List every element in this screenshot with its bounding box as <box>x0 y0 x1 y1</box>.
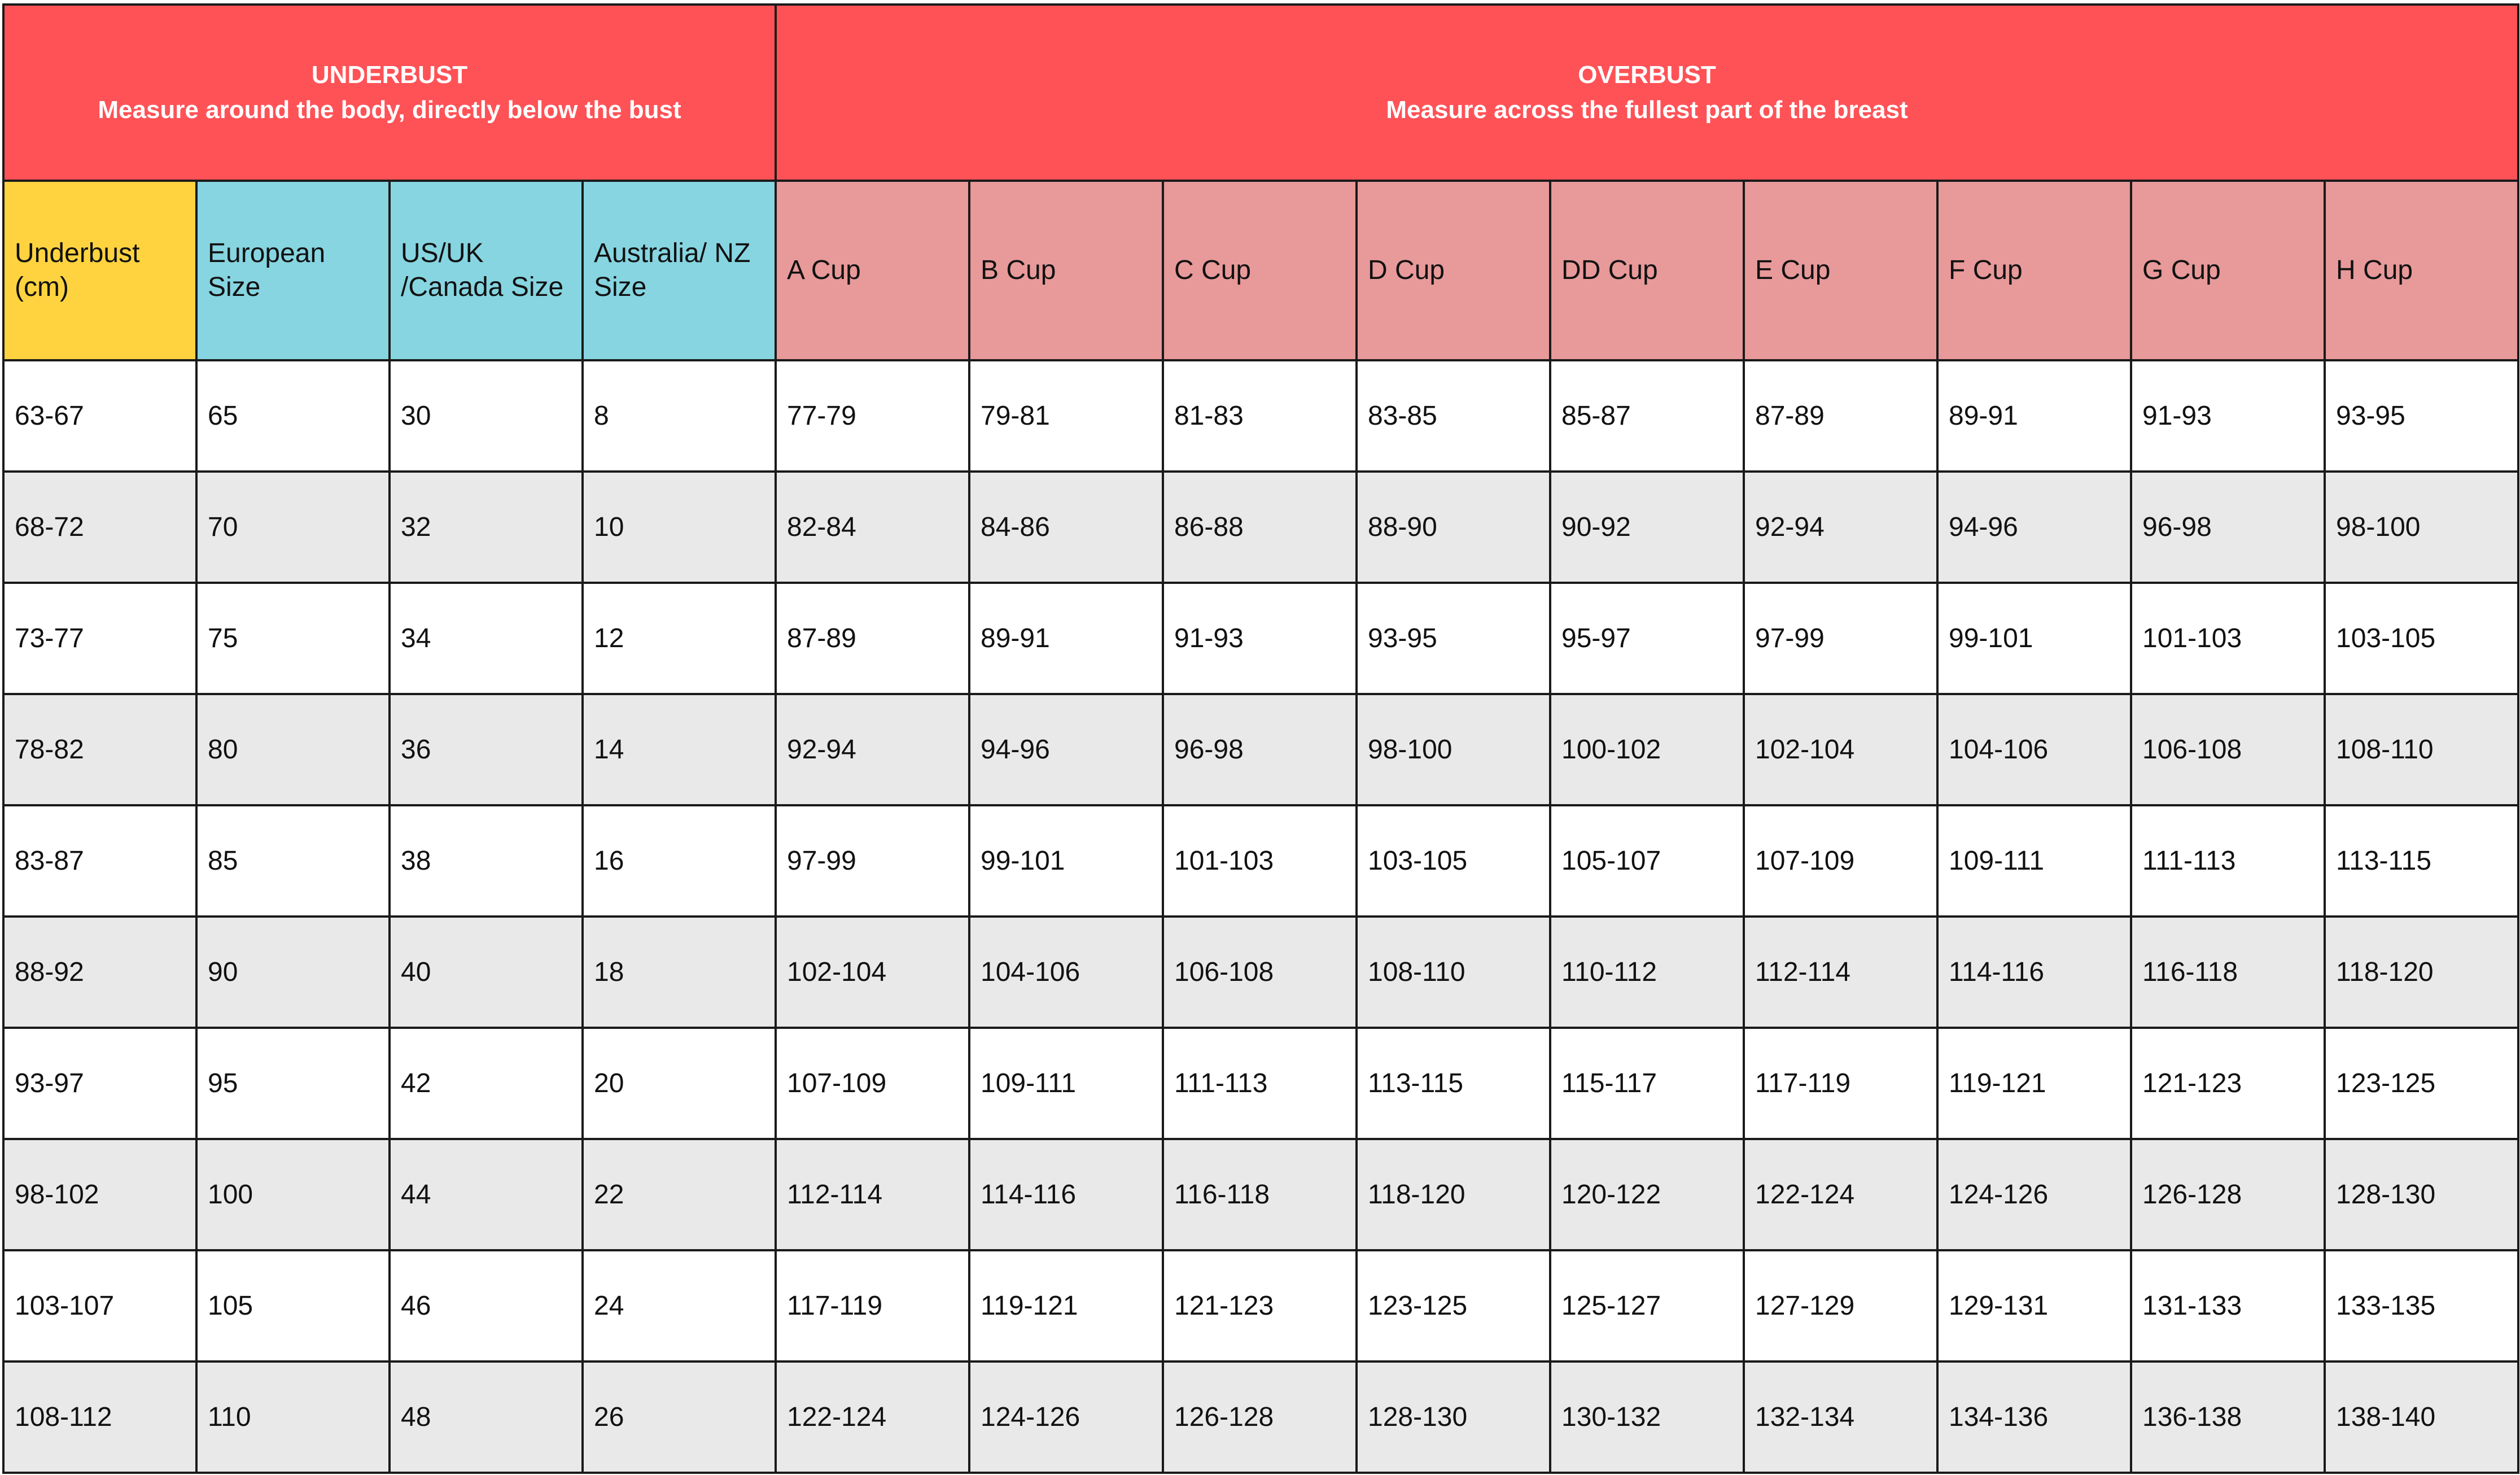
table-cell: 34 <box>390 583 583 694</box>
overbust-group-header <box>776 5 2518 181</box>
table-cell: 123-125 <box>1357 1250 1550 1361</box>
table-cell: 104-106 <box>969 917 1163 1028</box>
table-cell: 98-100 <box>1357 694 1550 805</box>
table-cell: 106-108 <box>1163 917 1357 1028</box>
table-row <box>3 1361 2518 1473</box>
table-cell: 121-123 <box>2131 1028 2325 1139</box>
table-cell: 87-89 <box>1744 360 1937 472</box>
table-cell: 46 <box>390 1250 583 1361</box>
table-cell: 90 <box>196 917 390 1028</box>
group-header-row <box>3 5 2518 181</box>
table-cell: 24 <box>583 1250 776 1361</box>
table-cell: 132-134 <box>1744 1361 1937 1473</box>
table-cell: 107-109 <box>1744 805 1937 917</box>
table-cell: 98-102 <box>3 1139 196 1250</box>
table-cell: 102-104 <box>1744 694 1937 805</box>
table-cell: 126-128 <box>1163 1361 1357 1473</box>
table-cell: 107-109 <box>776 1028 969 1139</box>
table-cell: 122-124 <box>776 1361 969 1473</box>
table-cell: 81-83 <box>1163 360 1357 472</box>
table-cell: 79-81 <box>969 360 1163 472</box>
table-cell: 119-121 <box>1937 1028 2131 1139</box>
column-header-a-cup: A Cup <box>776 181 969 360</box>
table-cell: 99-101 <box>969 805 1163 917</box>
table-cell: 101-103 <box>1163 805 1357 917</box>
table-cell: 112-114 <box>776 1139 969 1250</box>
table-cell: 109-111 <box>1937 805 2131 917</box>
table-cell: 85-87 <box>1550 360 1744 472</box>
table-cell: 98-100 <box>2325 472 2518 583</box>
table-cell: 36 <box>390 694 583 805</box>
column-header-row <box>3 181 2518 360</box>
table-cell: 22 <box>583 1139 776 1250</box>
table-cell: 110 <box>196 1361 390 1473</box>
table-cell: 111-113 <box>1163 1028 1357 1139</box>
table-cell: 93-97 <box>3 1028 196 1139</box>
table-cell: 38 <box>390 805 583 917</box>
table-cell: 112-114 <box>1744 917 1937 1028</box>
table-cell: 12 <box>583 583 776 694</box>
table-cell: 85 <box>196 805 390 917</box>
table-cell: 108-110 <box>2325 694 2518 805</box>
table-cell: 117-119 <box>776 1250 969 1361</box>
table-cell: 42 <box>390 1028 583 1139</box>
table-cell: 83-87 <box>3 805 196 917</box>
column-header-us-uk-canada-size: US/UK /Canada Size <box>390 181 583 360</box>
column-header-e-cup: E Cup <box>1744 181 1937 360</box>
table-cell: 32 <box>390 472 583 583</box>
table-cell: 93-95 <box>1357 583 1550 694</box>
table-cell: 114-116 <box>1937 917 2131 1028</box>
table-cell: 113-115 <box>1357 1028 1550 1139</box>
table-cell: 115-117 <box>1550 1028 1744 1139</box>
table-cell: 97-99 <box>776 805 969 917</box>
table-cell: 84-86 <box>969 472 1163 583</box>
table-cell: 126-128 <box>2131 1139 2325 1250</box>
column-header-h-cup: H Cup <box>2325 181 2518 360</box>
table-cell: 104-106 <box>1937 694 2131 805</box>
table-cell: 92-94 <box>1744 472 1937 583</box>
table-cell: 86-88 <box>1163 472 1357 583</box>
table-row <box>3 1139 2518 1250</box>
table-cell: 8 <box>583 360 776 472</box>
table-cell: 101-103 <box>2131 583 2325 694</box>
table-cell: 91-93 <box>1163 583 1357 694</box>
table-cell: 75 <box>196 583 390 694</box>
table-cell: 88-90 <box>1357 472 1550 583</box>
column-header-underbust: Underbust (cm) <box>3 181 196 360</box>
table-cell: 96-98 <box>2131 472 2325 583</box>
table-cell: 111-113 <box>2131 805 2325 917</box>
column-header-b-cup: B Cup <box>969 181 1163 360</box>
table-cell: 113-115 <box>2325 805 2518 917</box>
table-cell: 124-126 <box>1937 1139 2131 1250</box>
column-header-c-cup: C Cup <box>1163 181 1357 360</box>
table-row <box>3 583 2518 694</box>
table-cell: 95 <box>196 1028 390 1139</box>
table-cell: 73-77 <box>3 583 196 694</box>
table-body <box>3 360 2518 1473</box>
table-cell: 118-120 <box>2325 917 2518 1028</box>
table-cell: 138-140 <box>2325 1361 2518 1473</box>
table-cell: 109-111 <box>969 1028 1163 1139</box>
table-cell: 103-107 <box>3 1250 196 1361</box>
table-cell: 92-94 <box>776 694 969 805</box>
underbust-title: UNDERBUST <box>311 61 468 89</box>
table-cell: 91-93 <box>2131 360 2325 472</box>
underbust-group-header <box>3 5 776 181</box>
table-cell: 100-102 <box>1550 694 1744 805</box>
table-row <box>3 360 2518 472</box>
table-row <box>3 917 2518 1028</box>
table-cell: 82-84 <box>776 472 969 583</box>
table-cell: 30 <box>390 360 583 472</box>
table-cell: 103-105 <box>2325 583 2518 694</box>
column-header-g-cup: G Cup <box>2131 181 2325 360</box>
column-header-dd-cup: DD Cup <box>1550 181 1744 360</box>
table-cell: 68-72 <box>3 472 196 583</box>
table-cell: 133-135 <box>2325 1250 2518 1361</box>
table-cell: 106-108 <box>2131 694 2325 805</box>
table-cell: 18 <box>583 917 776 1028</box>
table-cell: 118-120 <box>1357 1139 1550 1250</box>
table-cell: 63-67 <box>3 360 196 472</box>
table-cell: 89-91 <box>1937 360 2131 472</box>
table-cell: 16 <box>583 805 776 917</box>
table-row <box>3 472 2518 583</box>
table-cell: 110-112 <box>1550 917 1744 1028</box>
table-cell: 99-101 <box>1937 583 2131 694</box>
table-cell: 65 <box>196 360 390 472</box>
table-cell: 88-92 <box>3 917 196 1028</box>
table-cell: 105 <box>196 1250 390 1361</box>
table-cell: 125-127 <box>1550 1250 1744 1361</box>
table-cell: 131-133 <box>2131 1250 2325 1361</box>
table-cell: 14 <box>583 694 776 805</box>
table-cell: 119-121 <box>969 1250 1163 1361</box>
table-cell: 114-116 <box>969 1139 1163 1250</box>
table-cell: 102-104 <box>776 917 969 1028</box>
table-cell: 120-122 <box>1550 1139 1744 1250</box>
table-cell: 124-126 <box>969 1361 1163 1473</box>
table-cell: 20 <box>583 1028 776 1139</box>
table-cell: 108-110 <box>1357 917 1550 1028</box>
table-cell: 117-119 <box>1744 1028 1937 1139</box>
table-cell: 10 <box>583 472 776 583</box>
underbust-subtitle: Measure around the body, directly below the bust <box>98 96 681 124</box>
table-cell: 94-96 <box>1937 472 2131 583</box>
overbust-title: OVERBUST <box>1578 61 1716 89</box>
column-header-european-size: European Size <box>196 181 390 360</box>
table-cell: 97-99 <box>1744 583 1937 694</box>
table-cell: 95-97 <box>1550 583 1744 694</box>
table-cell: 48 <box>390 1361 583 1473</box>
overbust-subtitle: Measure across the fullest part of the breast <box>1386 96 1908 124</box>
table-cell: 116-118 <box>1163 1139 1357 1250</box>
table-cell: 121-123 <box>1163 1250 1357 1361</box>
table-cell: 108-112 <box>3 1361 196 1473</box>
table-cell: 44 <box>390 1139 583 1250</box>
table-cell: 87-89 <box>776 583 969 694</box>
table-cell: 94-96 <box>969 694 1163 805</box>
table-cell: 136-138 <box>2131 1361 2325 1473</box>
table-cell: 128-130 <box>2325 1139 2518 1250</box>
table-cell: 40 <box>390 917 583 1028</box>
table-cell: 96-98 <box>1163 694 1357 805</box>
table-cell: 122-124 <box>1744 1139 1937 1250</box>
table-cell: 80 <box>196 694 390 805</box>
table-cell: 105-107 <box>1550 805 1744 917</box>
table-cell: 70 <box>196 472 390 583</box>
table-row <box>3 805 2518 917</box>
table-cell: 116-118 <box>2131 917 2325 1028</box>
table-cell: 77-79 <box>776 360 969 472</box>
table-cell: 100 <box>196 1139 390 1250</box>
column-header-d-cup: D Cup <box>1357 181 1550 360</box>
table-cell: 127-129 <box>1744 1250 1937 1361</box>
column-header-australia-nz-size: Australia/ NZ Size <box>583 181 776 360</box>
bra-size-table <box>2 3 2519 1474</box>
table-cell: 134-136 <box>1937 1361 2131 1473</box>
table-cell: 129-131 <box>1937 1250 2131 1361</box>
table-row <box>3 1028 2518 1139</box>
table-row <box>3 1250 2518 1361</box>
table-cell: 90-92 <box>1550 472 1744 583</box>
table-cell: 130-132 <box>1550 1361 1744 1473</box>
table-cell: 89-91 <box>969 583 1163 694</box>
table-cell: 103-105 <box>1357 805 1550 917</box>
table-row <box>3 694 2518 805</box>
table-cell: 26 <box>583 1361 776 1473</box>
table-cell: 93-95 <box>2325 360 2518 472</box>
table-cell: 83-85 <box>1357 360 1550 472</box>
table-cell: 123-125 <box>2325 1028 2518 1139</box>
table-cell: 128-130 <box>1357 1361 1550 1473</box>
table-cell: 78-82 <box>3 694 196 805</box>
column-header-f-cup: F Cup <box>1937 181 2131 360</box>
